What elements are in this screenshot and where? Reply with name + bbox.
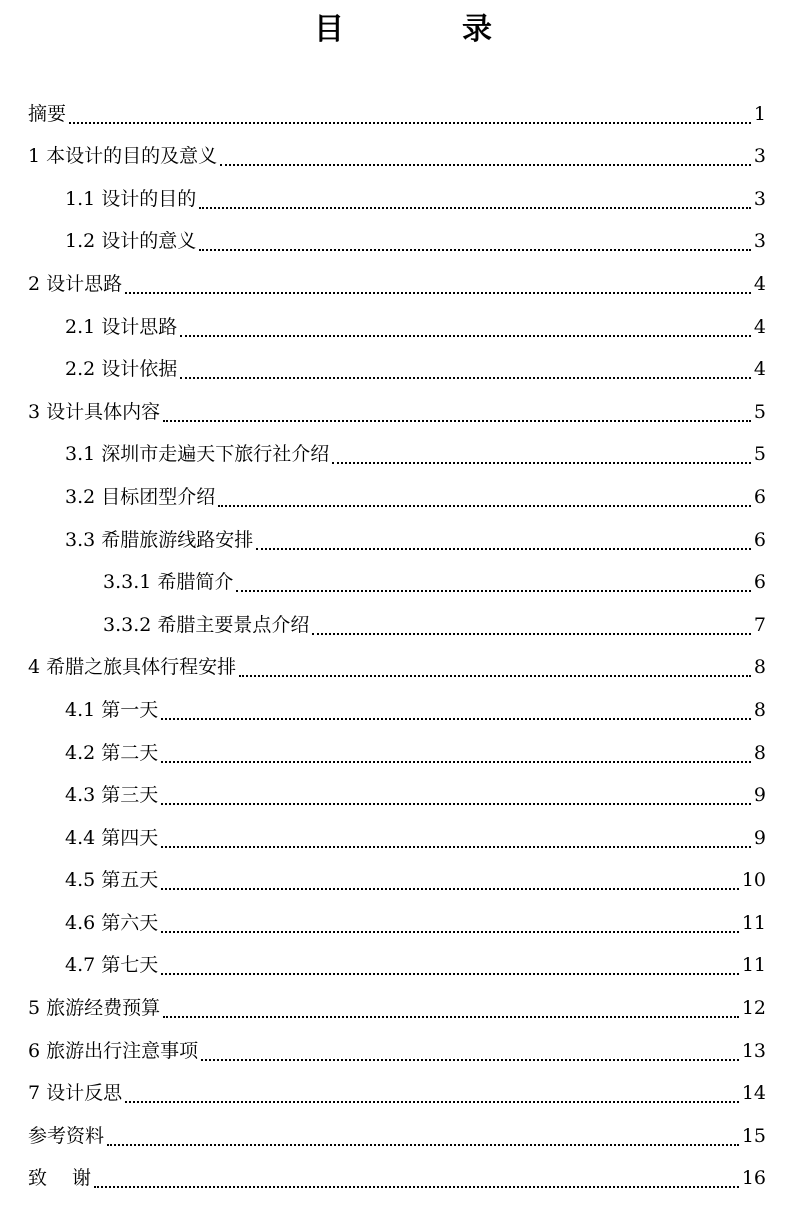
- toc-entry-page-number: 5: [753, 443, 766, 466]
- toc-entry-label: 4.1 第一天: [65, 698, 159, 721]
- toc-entry-page-number: 6: [753, 571, 766, 594]
- toc-entry-label: 1.2 设计的意义: [65, 230, 197, 253]
- toc-entry-page-number: 10: [741, 869, 766, 892]
- toc-dot-leader: [161, 888, 739, 890]
- toc-entry-page-number: 14: [741, 1082, 766, 1105]
- table-of-contents: [28, 92, 766, 1199]
- toc-dot-leader: [180, 335, 751, 337]
- toc-dot-leader: [180, 377, 751, 379]
- toc-entry-label: 4.2 第二天: [65, 741, 159, 764]
- toc-entry-page-number: 9: [753, 826, 766, 849]
- toc-dot-leader: [332, 462, 751, 464]
- toc-entry-label: 3.3 希腊旅游线路安排: [65, 528, 254, 551]
- toc-entry[interactable]: [28, 561, 766, 604]
- toc-dot-leader: [161, 931, 739, 933]
- toc-entry-label: 摘要: [28, 102, 67, 125]
- toc-entry[interactable]: [28, 901, 766, 944]
- toc-entry[interactable]: [28, 262, 766, 305]
- toc-entry-label: 致 谢: [28, 1167, 92, 1190]
- toc-entry-page-number: 11: [741, 911, 766, 934]
- toc-entry[interactable]: [28, 433, 766, 476]
- toc-dot-leader: [161, 846, 751, 848]
- toc-entry-label: 7 设计反思: [28, 1082, 123, 1105]
- toc-entry[interactable]: [28, 944, 766, 987]
- toc-entry-page-number: 5: [753, 400, 766, 423]
- toc-entry[interactable]: [28, 220, 766, 263]
- toc-dot-leader: [163, 420, 751, 422]
- toc-entry[interactable]: [28, 646, 766, 689]
- toc-entry[interactable]: [28, 1072, 766, 1115]
- toc-entry[interactable]: [28, 177, 766, 220]
- toc-dot-leader: [107, 1144, 739, 1146]
- toc-entry-label: 4.3 第三天: [65, 784, 159, 807]
- toc-entry-label: 4.4 第四天: [65, 826, 159, 849]
- toc-entry-label: 1.1 设计的目的: [65, 187, 197, 210]
- toc-entry-page-number: 3: [753, 145, 766, 168]
- toc-entry-label: 3.3.1 希腊简介: [103, 571, 234, 594]
- toc-entry[interactable]: [28, 390, 766, 433]
- toc-entry-page-number: 1: [753, 102, 766, 125]
- toc-dot-leader: [161, 973, 739, 975]
- toc-entry-page-number: 9: [753, 784, 766, 807]
- toc-entry[interactable]: [28, 518, 766, 561]
- toc-entry[interactable]: [28, 135, 766, 178]
- toc-entry-label: 2.1 设计思路: [65, 315, 178, 338]
- toc-entry[interactable]: [28, 348, 766, 391]
- toc-entry-label: 4.7 第七天: [65, 954, 159, 977]
- toc-dot-leader: [239, 675, 751, 677]
- toc-dot-leader: [94, 1186, 739, 1188]
- toc-dot-leader: [163, 1016, 739, 1018]
- toc-dot-leader: [256, 548, 751, 550]
- toc-entry-page-number: 8: [753, 741, 766, 764]
- toc-entry-label: 参考资料: [28, 1124, 105, 1147]
- toc-dot-leader: [220, 164, 751, 166]
- toc-entry-page-number: 6: [753, 528, 766, 551]
- toc-entry-label: 1 本设计的目的及意义: [28, 145, 218, 168]
- toc-entry-page-number: 8: [753, 698, 766, 721]
- page-title: 目 录: [314, 12, 536, 47]
- toc-entry[interactable]: [28, 774, 766, 817]
- toc-entry[interactable]: [28, 859, 766, 902]
- toc-entry[interactable]: [28, 92, 766, 135]
- toc-dot-leader: [312, 633, 751, 635]
- toc-entry-label: 4 希腊之旅具体行程安排: [28, 656, 237, 679]
- toc-entry-page-number: 4: [753, 272, 766, 295]
- toc-entry-page-number: 13: [741, 1039, 766, 1062]
- toc-dot-leader: [161, 718, 751, 720]
- toc-dot-leader: [69, 122, 751, 124]
- toc-entry[interactable]: [28, 1029, 766, 1072]
- toc-dot-leader: [201, 1059, 739, 1061]
- toc-entry-page-number: 4: [753, 315, 766, 338]
- toc-entry[interactable]: [28, 816, 766, 859]
- toc-entry-page-number: 3: [753, 230, 766, 253]
- toc-entry[interactable]: [28, 1114, 766, 1157]
- toc-entry-label: 3.1 深圳市走遍天下旅行社介绍: [65, 443, 330, 466]
- toc-entry-label: 4.6 第六天: [65, 911, 159, 934]
- toc-entry-label: 3.2 目标团型介绍: [65, 485, 216, 508]
- toc-entry-page-number: 7: [753, 613, 766, 636]
- toc-entry-page-number: 16: [741, 1167, 766, 1190]
- toc-entry[interactable]: [28, 731, 766, 774]
- toc-entry[interactable]: [28, 986, 766, 1029]
- toc-dot-leader: [236, 590, 751, 592]
- toc-entry[interactable]: [28, 305, 766, 348]
- toc-dot-leader: [199, 249, 751, 251]
- toc-entry-label: 2 设计思路: [28, 272, 123, 295]
- toc-entry-page-number: 11: [741, 954, 766, 977]
- toc-dot-leader: [218, 505, 751, 507]
- toc-dot-leader: [161, 803, 751, 805]
- toc-dot-leader: [125, 1101, 739, 1103]
- toc-entry[interactable]: [28, 1157, 766, 1200]
- toc-entry-page-number: 3: [753, 187, 766, 210]
- toc-entry-label: 4.5 第五天: [65, 869, 159, 892]
- toc-entry-label: 3 设计具体内容: [28, 400, 161, 423]
- toc-entry-label: 3.3.2 希腊主要景点介绍: [103, 613, 310, 636]
- toc-entry[interactable]: [28, 603, 766, 646]
- toc-dot-leader: [199, 207, 751, 209]
- toc-dot-leader: [161, 761, 751, 763]
- toc-entry-page-number: 12: [741, 997, 766, 1020]
- toc-entry[interactable]: [28, 475, 766, 518]
- toc-entry-label: 5 旅游经费预算: [28, 997, 161, 1020]
- toc-entry-label: 2.2 设计依据: [65, 358, 178, 381]
- toc-dot-leader: [125, 292, 751, 294]
- toc-entry-page-number: 8: [753, 656, 766, 679]
- toc-entry-page-number: 4: [753, 358, 766, 381]
- toc-entry-page-number: 6: [753, 485, 766, 508]
- toc-entry[interactable]: [28, 688, 766, 731]
- toc-entry-page-number: 15: [741, 1124, 766, 1147]
- toc-entry-label: 6 旅游出行注意事项: [28, 1039, 199, 1062]
